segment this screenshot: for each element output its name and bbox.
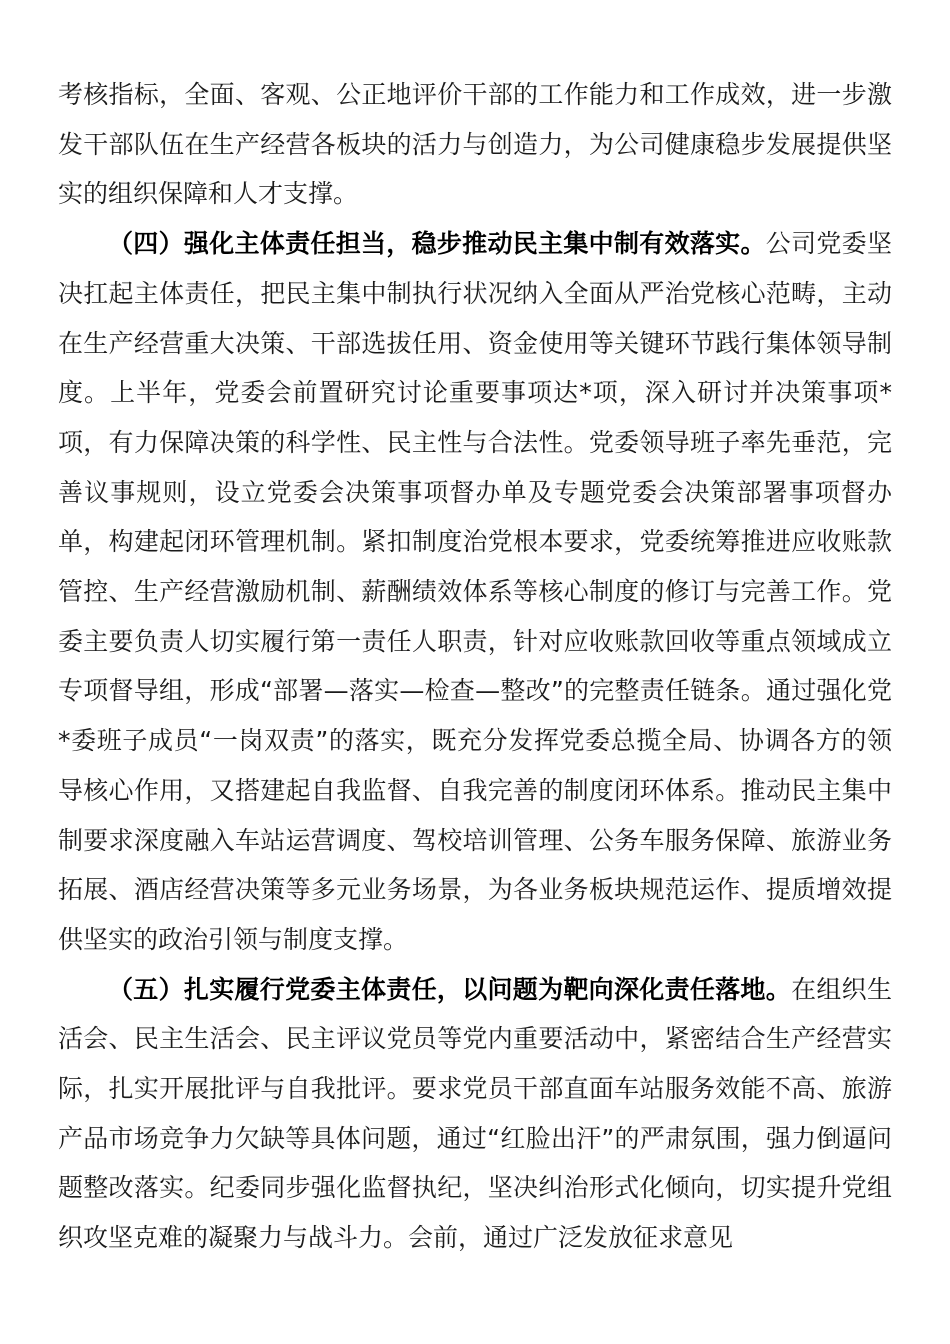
section-heading-4: （四）强化主体责任担当，稳步推动民主集中制有效落实。: [108, 229, 766, 259]
paragraph-3-body: 在组织生活会、民主生活会、民主评议党员等党内重要活动中，紧密结合生产经营实际，扎实开展批评与自我批评。要求党员干部直面车站服务效能不高、旅游产品市场竞争力欠缺等具体问题，通过“红脸出汗”的严肃氛围，强力倒逼问题整改落实。纪委同步强化监督执纪，坚决纠治形式化倾向，切实提升党组织攻坚克难的凝聚力与战斗力。会前，通过广泛发放征求意见: [58, 974, 892, 1253]
section-heading-5: （五）扎实履行党委主体责任，以问题为靶向深化责任落地。: [108, 974, 792, 1004]
paragraph-2: [58, 219, 892, 965]
paragraph-1-body: 考核指标，全面、客观、公正地评价干部的工作能力和工作成效，进一步激发干部队伍在生产经营各板块的活力与创造力，为公司健康稳步发展提供坚实的组织保障和人才支撑。: [58, 80, 892, 209]
paragraph-2-body: 公司党委坚决扛起主体责任，把民主集中制执行状况纳入全面从严治党核心范畴，主动在生产经营重大决策、干部选拔任用、资金使用等关键环节践行集体领导制度。上半年，党委会前置研究讨论重要事项达*项，深入研讨并决策事项*项，有力保障决策的科学性、民主性与合法性。党委领导班子率先垂范，完善议事规则，设立党委会决策事项督办单及专题党委会决策部署事项督办单，构建起闭环管理机制。紧扣制度治党根本要求，党委统筹推进应收账款管控、生产经营激励机制、薪酬绩效体系等核心制度的修订与完善工作。党委主要负责人切实履行第一责任人职责，针对应收账款回收等重点领域成立专项督导组，形成“部署—落实—检查—整改”的完整责任链条。通过强化党*委班子成员“一岗双责”的落实，既充分发挥党委总揽全局、协调各方的领导核心作用，又搭建起自我监督、自我完善的制度闭环体系。推动民主集中制要求深度融入车站运营调度、驾校培训管理、公务车服务保障、旅游业务拓展、酒店经营决策等多元业务场景，为各业务板块规范运作、提质增效提供坚实的政治引领与制度支撑。: [58, 229, 892, 954]
document-page: [58, 70, 892, 1263]
paragraph-3: [58, 965, 892, 1263]
paragraph-1: [58, 70, 892, 219]
